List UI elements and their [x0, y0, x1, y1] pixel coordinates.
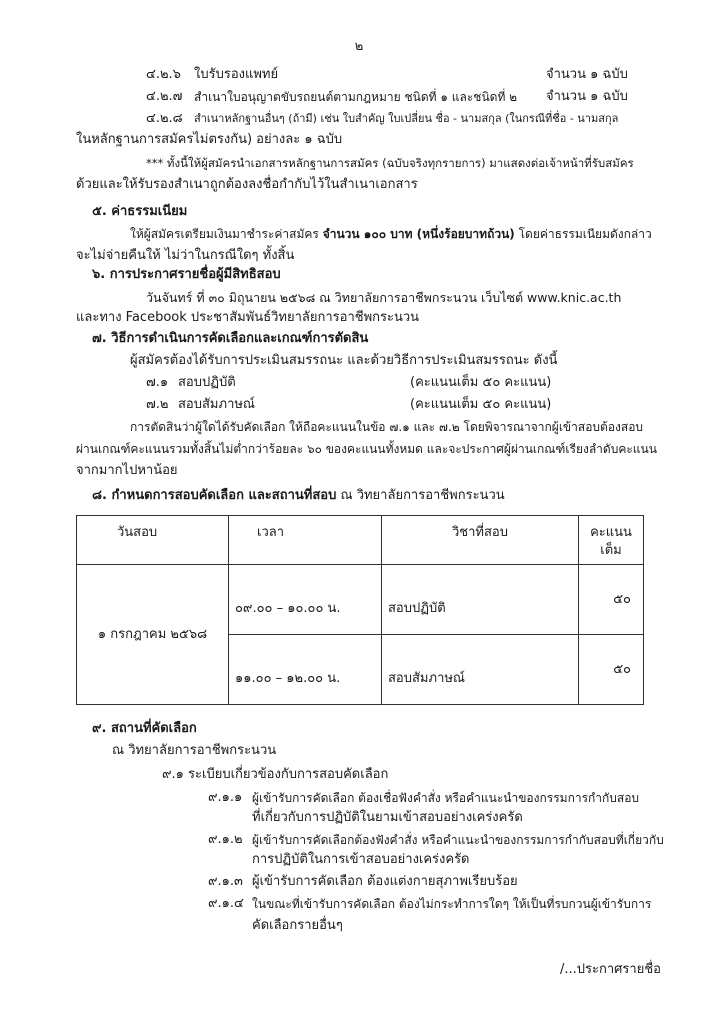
header-subject: วิชาที่สอบ: [382, 516, 579, 565]
criteria-text: การตัดสินว่าผู้ใดได้รับคัดเลือก ให้ถือคะแนนในข้อ ๗.๑ และ ๗.๒ โดยพิจารณาจากผู้เข้าสอบต้องสอบ: [130, 420, 644, 434]
exam-subject: สอบปฏิบัติ: [382, 565, 579, 635]
assessment-item-label: สอบปฏิบัติ: [178, 375, 236, 390]
rule-text: ในขณะที่เข้ารับการคัดเลือก ต้องไม่กระทำการใดๆ ให้เป็นที่รบกวนผู้เข้ารับการ: [252, 897, 652, 911]
criteria-text-continued: ผ่านเกณฑ์คะแนนรวมทั้งสิ้นไม่ต่ำกว่าร้อยละ ๖๐ ของคะแนนทั้งหมด และจะประกาศผู้ผ่านเกณฑ์เรียงลำดับคะแนน: [76, 442, 657, 456]
documents-note-continued: ด้วยและให้รับรองสำเนาถูกต้องลงชื่อกำกับไว้ในสำเนาเอกสาร: [76, 177, 418, 192]
header-time: เวลา: [229, 516, 382, 565]
doc-item-text: ใบรับรองแพทย์: [194, 67, 279, 82]
fee-text-part1: ให้ผู้สมัครเตรียมเงินมาชำระค่าสมัคร: [130, 227, 319, 241]
doc-item-quantity: จำนวน ๑ ฉบับ: [546, 89, 628, 104]
section-8-heading: [92, 487, 505, 505]
assessment-intro: ผู้สมัครต้องได้รับการประเมินสมรรถนะ และด้วยวิธีการประเมินสมรรถนะ ดังนี้: [130, 353, 558, 368]
exam-date: ๑ กรกฎาคม ๒๕๖๘: [77, 565, 229, 705]
exam-time: ๑๑.๐๐ – ๑๒.๐๐ น.: [229, 635, 382, 705]
rule-text-continued: ที่เกี่ยวกับการปฏิบัติในยามเข้าสอบอย่างเคร่งครัด: [252, 810, 523, 825]
fee-text-part2: โดยค่าธรรมเนียมดังกล่าว: [518, 227, 652, 241]
section-5-heading: ๕. ค่าธรรมเนียม: [92, 204, 188, 219]
exam-subject: สอบสัมภาษณ์: [382, 635, 579, 705]
documents-note: *** ทั้งนี้ให้ผู้สมัครนำเอกสารหลักฐานการสมัคร (ฉบับจริงทุกรายการ) มาแสดงต่อเจ้าหน้าที่รับสมัคร: [146, 156, 634, 170]
criteria-text-end: จากมากไปหาน้อย: [76, 463, 178, 478]
selection-place: ณ วิทยาลัยการอาชีพกระนวน: [112, 743, 277, 758]
header-score: [579, 516, 644, 565]
section-8-title: ๘. กำหนดการสอบคัดเลือก และสถานที่สอบ: [92, 488, 337, 503]
doc-item-number: ๔.๒.๘: [146, 111, 183, 126]
assessment-item-number: ๗.๑: [146, 375, 169, 390]
rule-text: ผู้เข้ารับการคัดเลือก ต้องแต่งกายสุภาพเรียบร้อย: [252, 874, 518, 889]
exam-schedule-table: [76, 515, 644, 705]
fee-text-continued: จะไม่จ่ายคืนให้ ไม่ว่าในกรณีใดๆ ทั้งสิ้น: [76, 248, 295, 263]
section-9-heading: ๙. สถานที่คัดเลือก: [92, 721, 197, 736]
assessment-item-score: (คะแนนเต็ม ๕๐ คะแนน): [410, 397, 552, 412]
assessment-item-score: (คะแนนเต็ม ๕๐ คะแนน): [410, 375, 552, 390]
section-8-place: ณ วิทยาลัยการอาชีพกระนวน: [340, 488, 505, 503]
rule-text: ผู้เข้ารับการคัดเลือก ต้องเชื่อฟังคำสั่ง หรือคำแนะนำของกรรมการกำกับสอบ: [252, 791, 640, 805]
rule-number: ๙.๑.๔: [208, 896, 244, 911]
header-date: วันสอบ: [77, 516, 229, 565]
doc-item-quantity: จำนวน ๑ ฉบับ: [546, 67, 628, 82]
exam-time: ๐๙.๐๐ – ๑๐.๐๐ น.: [229, 565, 382, 635]
doc-item-text-continued: ในหลักฐานการสมัครไม่ตรงกัน) อย่างละ ๑ ฉบับ: [76, 132, 343, 147]
section-6-heading: ๖. การประกาศรายชื่อผู้มีสิทธิสอบ: [92, 267, 281, 282]
announcement-text: วันจันทร์ ที่ ๓๐ มิถุนายน ๒๕๖๘ ณ วิทยาลัยการอาชีพกระนวน เว็บไซต์ www.knic.ac.th: [146, 290, 622, 305]
rules-subheading: ๙.๑ ระเบียบเกี่ยวข้องกับการสอบคัดเลือก: [162, 767, 389, 782]
doc-item-text: สำเนาหลักฐานอื่นๆ (ถ้ามี) เช่น ใบสำคัญ ใบเปลี่ยน ชื่อ - นามสกุล (ในกรณีที่ชื่อ - นามสกุล: [194, 112, 619, 125]
header-score-line1: คะแนน: [590, 525, 632, 540]
exam-score: ๕๐: [579, 635, 644, 705]
page-number: ๒: [354, 39, 364, 54]
assessment-item-label: สอบสัมภาษณ์: [178, 397, 255, 412]
rule-text-continued: การปฏิบัติในการเข้าสอบอย่างเคร่งครัด: [252, 852, 470, 867]
doc-item-text: สำเนาใบอนุญาตขับรถยนต์ตามกฎหมาย ชนิดที่ ๑ และชนิดที่ ๒: [194, 90, 518, 104]
doc-item-number: ๔.๒.๗: [146, 89, 183, 104]
rule-text: ผู้เข้ารับการคัดเลือกต้องฟังคำสั่ง หรือคำแนะนำของกรรมการกำกับสอบที่เกี่ยวกับ: [252, 833, 664, 847]
rule-number: ๙.๑.๓: [208, 874, 243, 889]
doc-item-number: ๔.๒.๖: [146, 67, 181, 82]
rule-number: ๙.๑.๒: [208, 832, 243, 847]
fee-amount: จำนวน ๑๐๐ บาท (หนึ่งร้อยบาทถ้วน): [322, 227, 515, 241]
assessment-item-number: ๗.๒: [146, 397, 169, 412]
continuation-note: /...ประกาศรายชื่อ: [560, 962, 661, 977]
table-row: [77, 565, 644, 635]
section-7-heading: ๗. วิธีการดำเนินการคัดเลือกและเกณฑ์การตัดสิน: [92, 331, 369, 346]
header-score-line2: เต็ม: [600, 543, 622, 558]
announcement-text-continued: และทาง Facebook ประชาสัมพันธ์วิทยาลัยการอาชีพกระนวน: [76, 310, 420, 325]
table-header-row: [77, 516, 644, 565]
rule-number: ๙.๑.๑: [208, 790, 243, 805]
rule-text-continued: คัดเลือกรายอื่นๆ: [252, 918, 343, 933]
fee-text: [130, 225, 652, 243]
exam-score: ๕๐: [579, 565, 644, 635]
